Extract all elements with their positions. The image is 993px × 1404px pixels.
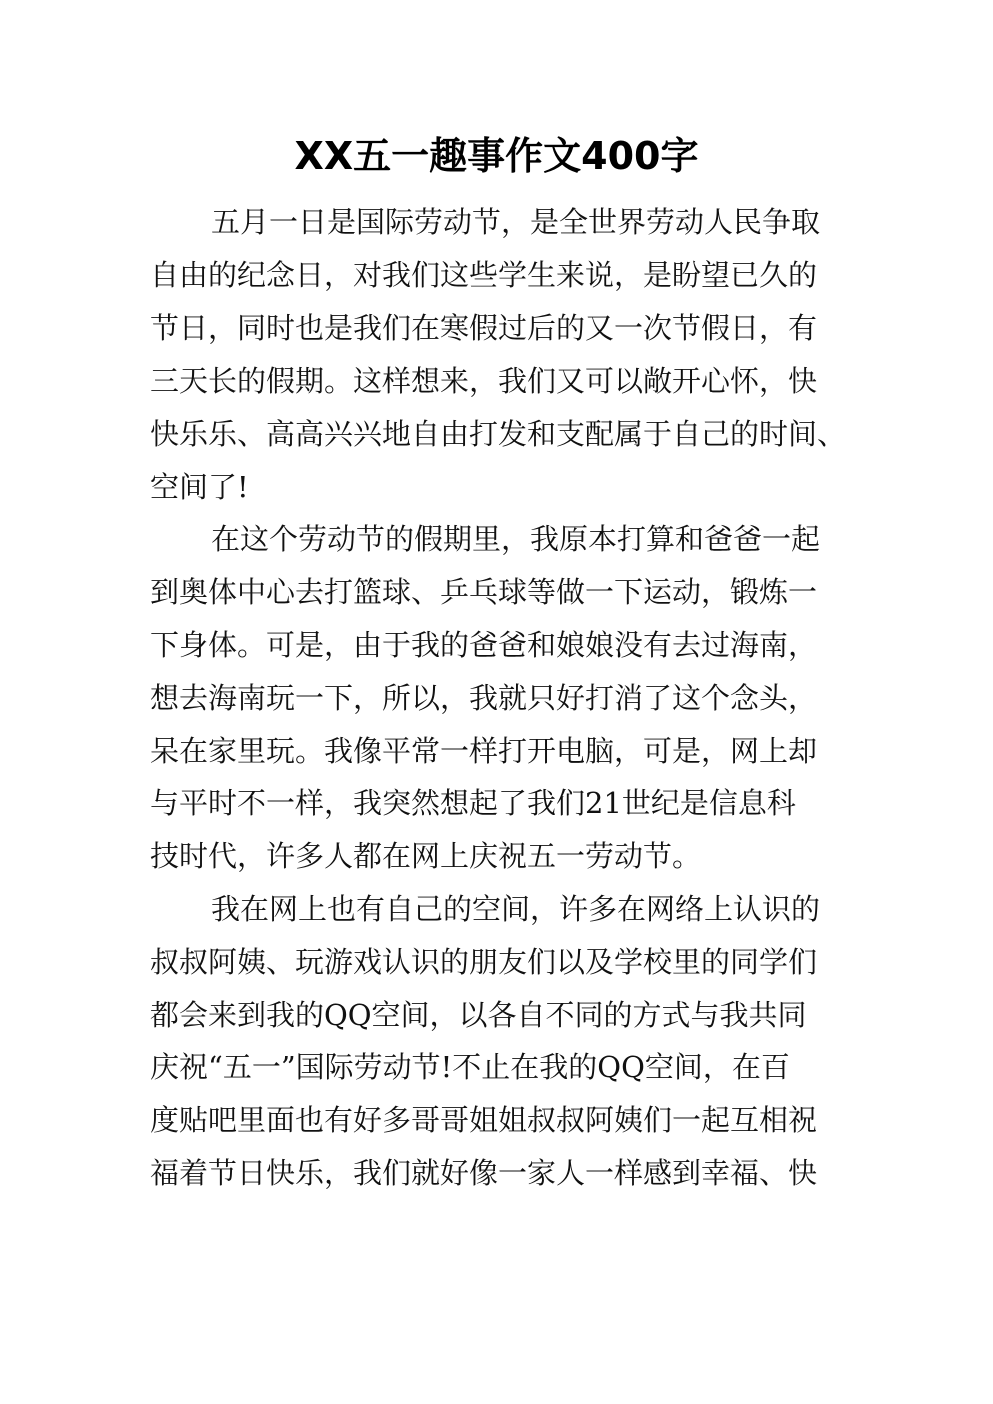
paragraph-1-line-4: 三天长的假期。这样想来，我们又可以敞开心怀，快 [150, 364, 818, 398]
paragraph-3-line-6: 福着节日快乐，我们就好像一家人一样感到幸福、快 [150, 1156, 818, 1190]
paragraph-1-line-6: 空间了! [150, 470, 249, 504]
paragraph-2-line-2: 到奥体中心去打篮球、乒乓球等做一下运动，锻炼一 [150, 575, 818, 609]
paragraph-3-line-3: 都会来到我的QQ空间，以各自不同的方式与我共同 [150, 998, 807, 1032]
paragraph-2-line-5: 呆在家里玩。我像平常一样打开电脑，可是，网上却 [150, 734, 818, 768]
paragraph-2-line-3: 下身体。可是，由于我的爸爸和娘娘没有去过海南， [150, 628, 818, 662]
paragraph-3-line-4: 庆祝“五一”国际劳动节!不止在我的QQ空间，在百 [150, 1050, 790, 1084]
paragraph-3-line-5: 度贴吧里面也有好多哥哥姐姐叔叔阿姨们一起互相祝 [150, 1103, 818, 1137]
paragraph-2-line-1: 在这个劳动节的假期里，我原本打算和爸爸一起 [211, 522, 821, 556]
paragraph-2-line-4: 想去海南玩一下，所以，我就只好打消了这个念头， [150, 681, 818, 715]
paragraph-3-line-2: 叔叔阿姨、玩游戏认识的朋友们以及学校里的同学们 [150, 945, 818, 979]
paragraph-3-line-1: 我在网上也有自己的空间，许多在网络上认识的 [211, 892, 821, 926]
paragraph-1-line-2: 自由的纪念日，对我们这些学生来说，是盼望已久的 [150, 258, 818, 292]
paragraph-1-line-5: 快乐乐、高高兴兴地自由打发和支配属于自己的时间、 [150, 417, 847, 451]
paragraph-1-line-3: 节日，同时也是我们在寒假过后的又一次节假日，有 [150, 311, 818, 345]
paragraph-2-line-6: 与平时不一样，我突然想起了我们21世纪是信息科 [150, 786, 796, 820]
paragraph-1-line-1: 五月一日是国际劳动节，是全世界劳动人民争取 [211, 205, 821, 239]
document-title: XX五一趣事作文400字 [294, 134, 699, 178]
paragraph-2-line-7: 技时代，许多人都在网上庆祝五一劳动节。 [150, 839, 702, 873]
